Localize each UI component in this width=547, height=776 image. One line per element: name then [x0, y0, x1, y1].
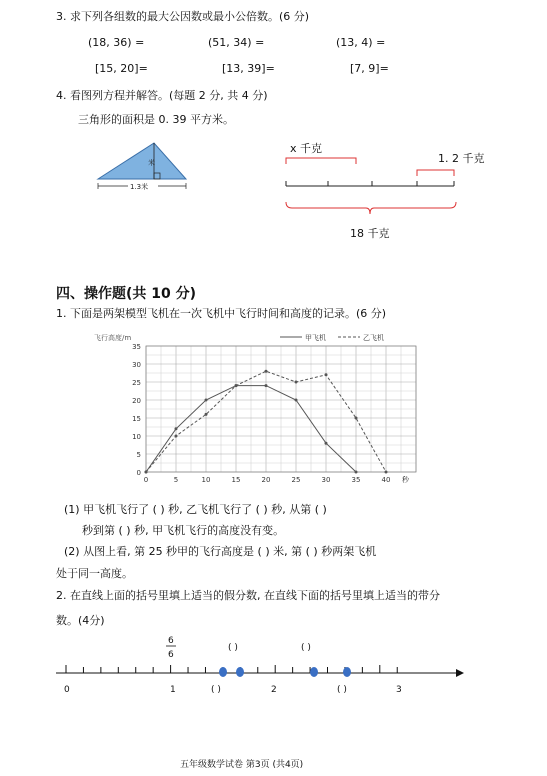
fraction-denominator: 6	[168, 650, 174, 660]
y-tick-label: 10	[132, 433, 141, 441]
number-line	[52, 630, 472, 702]
q2-title: 2. 在直线上面的括号里填上适当的假分数, 在直线下面的括号里填上适当的带分	[56, 589, 440, 602]
y-tick-label: 15	[132, 415, 141, 423]
x-tick-label: 35	[351, 476, 361, 484]
y-tick-label: 20	[132, 397, 141, 405]
point-marker	[310, 667, 318, 677]
paren-top: ( )	[228, 643, 238, 653]
x-tick-label: 0	[143, 476, 149, 484]
data-point	[265, 384, 268, 387]
data-point	[205, 413, 208, 416]
flight-chart	[92, 326, 422, 490]
point-marker	[219, 667, 227, 677]
page-footer: 五年级数学试卷 第3页 (共4页)	[180, 760, 304, 770]
q3-item: [7, 9]=	[350, 62, 389, 75]
q3-item: (51, 34) =	[208, 36, 265, 49]
legend-label: 乙飞机	[363, 334, 384, 342]
point-marker	[236, 667, 244, 677]
q1-title: 1. 下面是两架模型飞机在一次飞机中飞行时间和高度的记录。(6 分)	[56, 307, 387, 320]
q4-title: 4. 看图列方程并解答。(每题 2 分, 共 4 分)	[56, 89, 268, 102]
seg-12-label: 1. 2 千克	[438, 152, 485, 165]
y-tick-label: 0	[136, 469, 141, 477]
data-point	[355, 417, 358, 420]
x-tick-label: 25	[291, 476, 301, 484]
segment-diagram	[280, 140, 490, 240]
data-point	[325, 442, 328, 445]
x-tick-label: 20	[261, 476, 271, 484]
q3-item: [15, 20]=	[95, 62, 148, 75]
q1-answer-line: 处于同一高度。	[56, 567, 133, 580]
y-tick-label: 35	[132, 343, 141, 351]
q1-answer-line: (1) 甲飞机飞行了 ( ) 秒, 乙飞机飞行了 ( ) 秒, 从第 ( )	[64, 503, 327, 516]
q1-answer-line: 秒到第 ( ) 秒, 甲飞机飞行的高度没有变。	[82, 524, 285, 537]
data-point	[175, 427, 178, 430]
tick-label: 2	[271, 685, 277, 695]
x-tick-label: 5	[173, 476, 179, 484]
q3-item: (13, 4) =	[336, 36, 386, 49]
x-tick-label: 30	[321, 476, 331, 484]
paren-top: ( )	[301, 643, 311, 653]
chart-xlabel: 秒	[402, 476, 409, 484]
seg-x-label: x 千克	[290, 142, 323, 155]
point-marker	[343, 667, 351, 677]
data-point	[355, 471, 358, 474]
data-point	[265, 370, 268, 373]
fraction-numerator: 6	[168, 636, 174, 646]
seg-18-label: 18 千克	[350, 227, 390, 240]
data-point	[205, 399, 208, 402]
paren-bottom: ( )	[337, 685, 347, 695]
data-point	[325, 373, 328, 376]
x-tick-label: 15	[231, 476, 241, 484]
data-point	[175, 435, 178, 438]
data-point	[145, 471, 148, 474]
y-tick-label: 25	[132, 379, 141, 387]
q3-item: (18, 36) =	[88, 36, 145, 49]
data-point	[295, 399, 298, 402]
tick-label: 3	[396, 685, 402, 695]
q3-item: [13, 39]=	[222, 62, 275, 75]
data-point	[295, 381, 298, 384]
tick-label: 1	[170, 685, 176, 695]
paren-bottom: ( )	[211, 685, 221, 695]
data-point	[385, 471, 388, 474]
legend-label: 甲飞机	[305, 334, 326, 342]
q2-title: 数。(4分)	[56, 614, 105, 627]
q4-sub: 三角形的面积是 0. 39 平方米。	[78, 113, 234, 126]
y-tick-label: 5	[136, 451, 141, 459]
triangle-base-label: 1.3米	[130, 183, 149, 191]
q3-title: 3. 求下列各组数的最大公因数或最小公倍数。(6 分)	[56, 10, 310, 23]
q1-answer-line: (2) 从图上看, 第 25 秒甲的飞行高度是 ( ) 米, 第 ( ) 秒两架飞机	[64, 545, 377, 558]
y-tick-label: 30	[132, 361, 141, 369]
x-tick-label: 40	[381, 476, 391, 484]
triangle-figure	[92, 135, 212, 195]
triangle-height-label: 米	[148, 159, 155, 167]
data-point	[235, 384, 238, 387]
tick-label: 0	[64, 685, 70, 695]
x-tick-label: 10	[201, 476, 211, 484]
section-title: 四、操作题(共 10 分)	[56, 286, 197, 302]
chart-ylabel: 飞行高度/m	[94, 334, 132, 342]
